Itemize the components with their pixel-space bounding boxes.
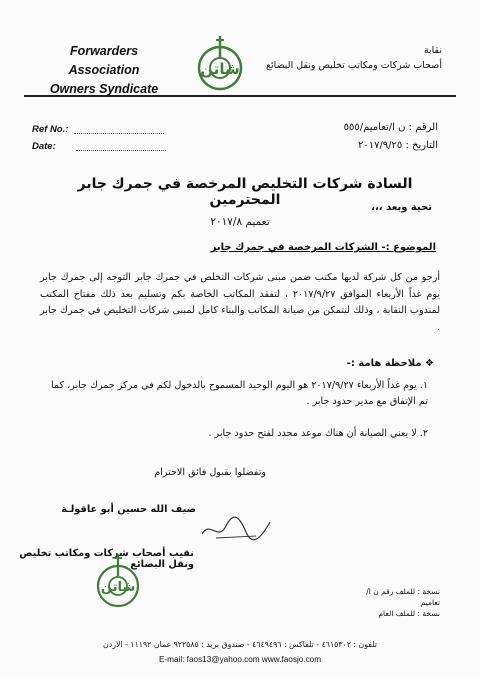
- circular-number: تعميم ٢٠١٧/٨: [210, 216, 270, 228]
- ref-ar-value: ن ا/تعاميم/٥٥٥: [343, 122, 406, 133]
- logo-text: شاتن: [200, 60, 240, 78]
- ref-no-label: Ref No.:: [32, 124, 69, 135]
- org-name-en-line2: Owners Syndicate: [49, 82, 159, 96]
- date-ar-label: التاريخ :: [405, 140, 438, 151]
- date-field: [32, 141, 166, 152]
- ref-ar-label: الرقم :: [408, 122, 438, 133]
- header-divider: [24, 95, 456, 97]
- greeting: تحية وبعد ،،،: [371, 202, 432, 213]
- copies-block: [350, 586, 440, 619]
- syndicate-stamp: [92, 552, 144, 612]
- org-name-ar-line2: أصحاب شركات ومكاتب تخليص ونقل البضائع: [265, 60, 442, 71]
- org-name-en: [34, 42, 174, 99]
- letter-title: السادة شركات التخليص المرخصة في جمرك جابر المحترمين: [77, 176, 413, 208]
- copy-line-2: نسخة : للملف العام: [378, 609, 440, 618]
- date-ar-field: [358, 140, 438, 151]
- org-name-ar: [232, 43, 442, 73]
- letter-subject: الموضوع :- الشركات المرخصة في جمرك جابر: [210, 242, 436, 253]
- note-item-2: ٢. لا يعني الصيانة أن هناك موعد محدد لفتح حدود جابر .: [208, 428, 428, 439]
- svg-text:شاتن: شاتن: [100, 580, 136, 595]
- org-name-ar-line1: نقابة: [423, 45, 442, 56]
- date-label: Date:: [32, 141, 56, 152]
- date-ar-value: ٢٠١٧/٩/٢٥: [357, 140, 403, 151]
- signer-name: ضيف الله حسين أبو عاقولـة: [61, 504, 196, 515]
- ref-no-field: [32, 124, 164, 135]
- footer-contact-en: E-mail: faos13@yahoo.com www.faosjo.com: [158, 655, 322, 664]
- handwritten-signature: [196, 512, 276, 546]
- signer-title: نقيب أصحاب شركات ومكاتب تخليص ونقل البضائع: [19, 548, 194, 570]
- note-item-1: ١. يوم غداً الأربعاء ٢٠١٧/٩/٢٧ هو اليوم الوحيد المسموح بالدخول لكم في مركز جمرك جابر، كما تم الإتفاق مع مدير حدود جابر .: [50, 380, 428, 407]
- copy-line-1: نسخة : للملف رقم ن ا/تعاميم: [366, 587, 440, 607]
- note-heading: ❖ ملاحظة هامة :-: [346, 358, 434, 369]
- closing-line: وتفضلوا بقبول فائق الاحترام: [154, 467, 266, 478]
- letter-body: أرجو من كل شركة لديها مكتب ضمن مبنى شركات التخلص في جمرك جابر التوجه إلى جمرك جابر يوم غداً الأربعاء الموافق ٢٠١٧/٩/٢٧ ، لتفقد المكاتب الخاصة بكم وتسليم بعد ذلك مفتاح المكتب لمندوب النقابة ، وذلك لنتمكن من صيانة المكاتب والبناء كامل لمبنى شركات التخليص في جمرك جابر .: [40, 272, 440, 333]
- footer-contact-ar: تلفون : ٤٦١٥٣٠٢ - تلفاكس : ٤٦٤٩٤٩٦ - صندوق بريد : ٩٢٢٥٨٥ عمان ١١١٩٢ - الاردن: [103, 640, 377, 649]
- ref-ar-field: [344, 122, 438, 133]
- org-name-en-line1: Forwarders Association: [68, 44, 140, 77]
